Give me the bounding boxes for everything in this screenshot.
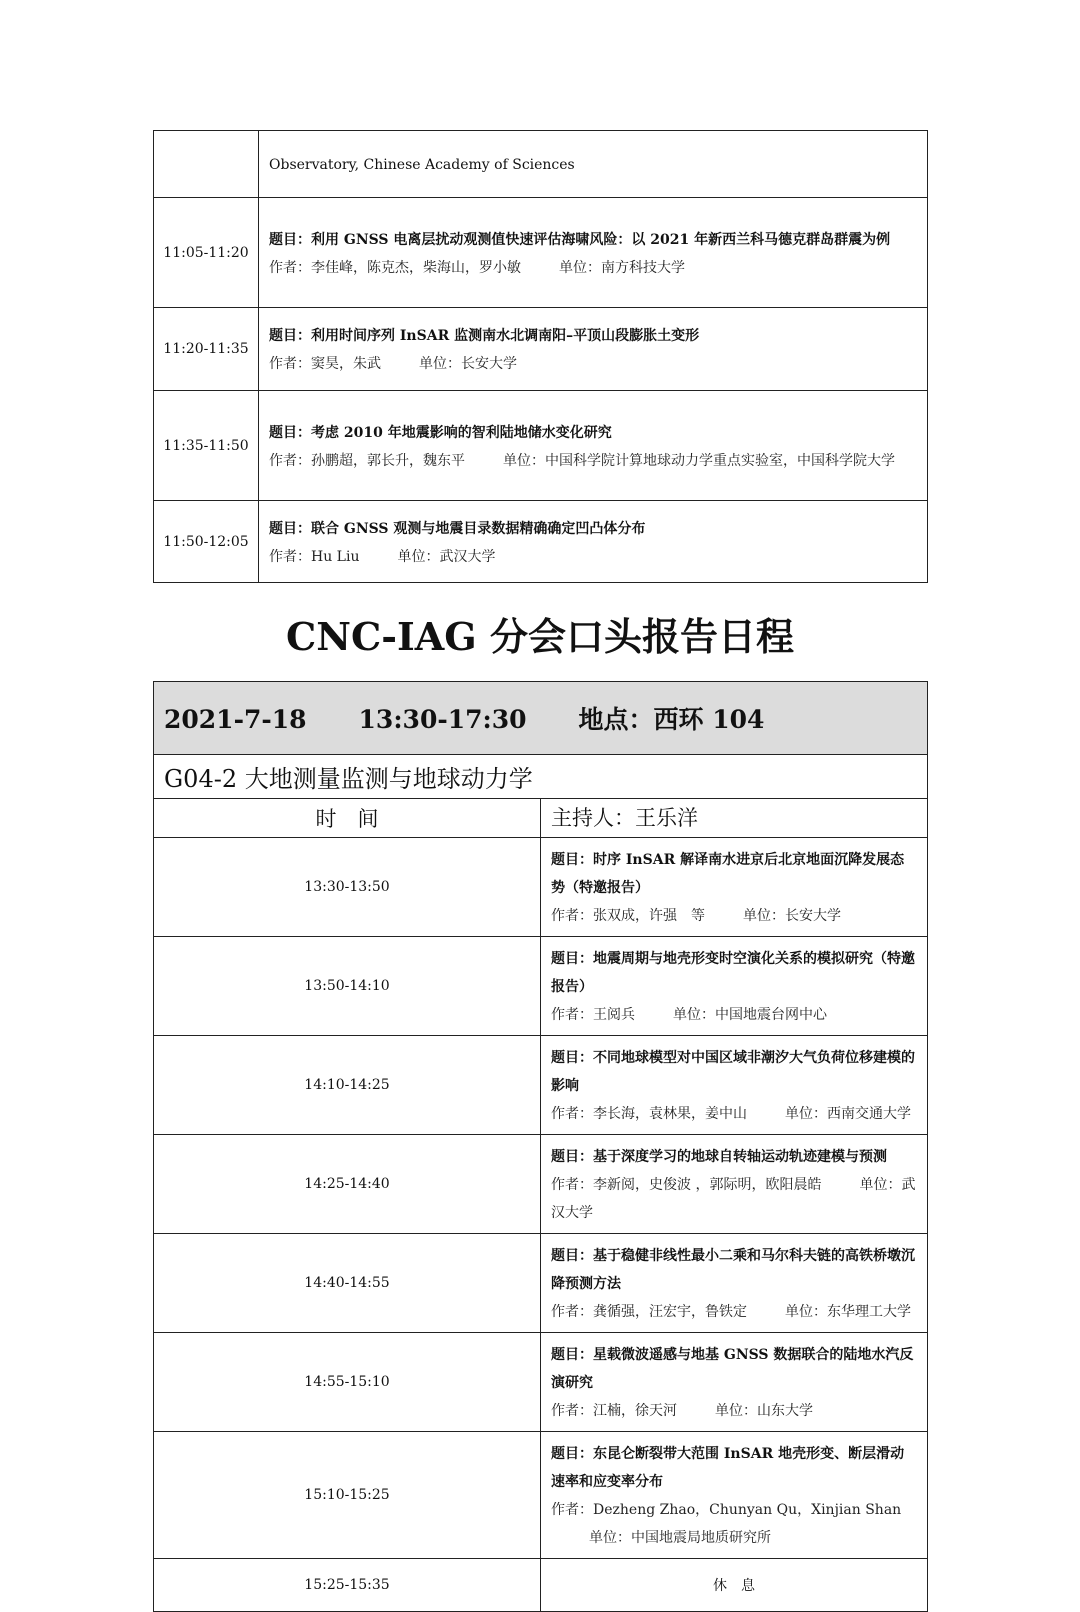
time-cell: 11:50-12:05 <box>154 501 259 583</box>
session-location: 地点：西环 104 <box>578 705 765 734</box>
time-cell: 11:20-11:35 <box>154 308 259 391</box>
talk-meta <box>551 1298 917 1326</box>
unit: 东华理工大学 <box>827 1304 911 1320</box>
talk-title: 题目：基于稳健非线性最小二乘和马尔科夫链的高铁桥墩沉降预测方法 <box>551 1248 915 1292</box>
session-date: 2021-7-18 <box>164 705 307 734</box>
authors-label: 作者： <box>551 1177 593 1193</box>
talk-meta <box>551 1001 917 1029</box>
talk-meta <box>551 1100 917 1128</box>
table-row <box>154 1333 928 1432</box>
talk-cell <box>259 391 928 501</box>
unit-label: 单位： <box>715 1403 757 1419</box>
authors-label: 作者： <box>269 452 311 469</box>
table-row <box>154 937 928 1036</box>
table-row <box>154 1234 928 1333</box>
talk-meta <box>551 902 917 930</box>
talk-cell <box>541 1432 928 1559</box>
schedule-table-continued <box>153 130 928 583</box>
unit: 山东大学 <box>757 1403 813 1419</box>
session-info <box>154 682 928 755</box>
table-row <box>154 391 928 501</box>
authors-label: 作者： <box>551 1106 593 1122</box>
time-cell: 14:10-14:25 <box>154 1036 541 1135</box>
talk-cell <box>541 1234 928 1333</box>
break-row <box>154 1559 928 1612</box>
authors: 李长海，袁林果，姜中山 <box>593 1106 747 1122</box>
talk-title: 题目：地震周期与地壳形变时空演化关系的模拟研究（特邀报告） <box>551 951 915 995</box>
talk-meta <box>551 1496 917 1552</box>
unit-label: 单位： <box>743 908 785 924</box>
authors-label: 作者： <box>269 548 311 565</box>
talk-cell <box>541 1036 928 1135</box>
authors-label: 作者： <box>269 259 311 276</box>
table-row <box>154 1036 928 1135</box>
talk-meta <box>551 1171 917 1227</box>
time-cell: 14:55-15:10 <box>154 1333 541 1432</box>
talk-cell <box>541 1333 928 1432</box>
talk-meta <box>269 350 917 378</box>
unit-label: 单位： <box>397 548 440 565</box>
authors-label: 作者： <box>551 1304 593 1320</box>
table-row <box>154 131 928 198</box>
authors: 李佳峰，陈克杰，柴海山，罗小敏 <box>311 259 521 276</box>
authors: 孙鹏超，郭长升，魏东平 <box>311 452 465 469</box>
authors-label: 作者： <box>551 908 593 924</box>
talk-title: 题目：利用 GNSS 电离层扰动观测值快速评估海啸风险：以 2021 年新西兰科马德克群岛群震为例 <box>269 231 891 248</box>
time-cell: 11:35-11:50 <box>154 391 259 501</box>
unit-label: 单位： <box>785 1304 827 1320</box>
talk-title: 题目：基于深度学习的地球自转轴运动轨迹建模与预测 <box>551 1149 887 1165</box>
unit: 南方科技大学 <box>601 259 685 276</box>
authors: 江楠，徐天河 <box>593 1403 677 1419</box>
unit-label: 单位： <box>503 452 545 469</box>
talk-title: 题目：利用时间序列 InSAR 监测南水北调南阳–平顶山段膨胀土变形 <box>269 328 700 344</box>
table-row <box>154 198 928 308</box>
unit-label: 单位： <box>559 259 601 276</box>
time-cell: 14:25-14:40 <box>154 1135 541 1234</box>
unit-label: 单位： <box>859 1177 902 1193</box>
authors: Dezheng Zhao，Chunyan Qu，Xinjian Shan <box>593 1502 902 1518</box>
talk-cell <box>541 838 928 937</box>
unit: 武汉大学 <box>439 548 496 565</box>
authors: 王阅兵 <box>593 1007 635 1023</box>
authors-label: 作者： <box>551 1502 593 1518</box>
host-label: 主持人：王乐洋 <box>541 799 928 838</box>
time-cell: 15:10-15:25 <box>154 1432 541 1559</box>
time-cell: 14:40-14:55 <box>154 1234 541 1333</box>
table-row <box>154 501 928 583</box>
authors: 龚循强，汪宏宇，鲁铁定 <box>593 1304 747 1320</box>
session-header-row <box>154 682 928 755</box>
authors-label: 作者： <box>551 1007 593 1023</box>
time-cell: 11:05-11:20 <box>154 198 259 308</box>
talk-title: 题目：时序 InSAR 解译南水进京后北京地面沉降发展态势（特邀报告） <box>551 852 905 896</box>
time-cell: 15:25-15:35 <box>154 1559 541 1612</box>
talk-meta <box>551 1397 917 1425</box>
time-cell: 13:50-14:10 <box>154 937 541 1036</box>
session-schedule-table <box>153 681 928 1612</box>
authors-label: 作者： <box>269 356 311 372</box>
talk-cell <box>541 937 928 1036</box>
talk-title: 题目：星载微波遥感与地基 GNSS 数据联合的陆地水汽反演研究 <box>551 1347 914 1391</box>
table-row <box>154 308 928 391</box>
table-row <box>154 838 928 937</box>
session-time: 13:30-17:30 <box>358 705 527 734</box>
unit: 武汉大学 <box>551 1177 916 1221</box>
unit-label: 单位： <box>673 1007 715 1023</box>
authors: 张双成，许强 等 <box>593 908 705 924</box>
authors-label: 作者： <box>551 1403 593 1419</box>
talk-title: 题目：考虑 2010 年地震影响的智利陆地储水变化研究 <box>269 424 612 441</box>
talk-cell <box>541 1135 928 1234</box>
talk-cell <box>259 198 928 308</box>
page-heading: CNC-IAG 分会口头报告日程 <box>286 614 794 659</box>
time-cell <box>154 131 259 198</box>
unit: 西南交通大学 <box>827 1106 911 1122</box>
unit: 中国科学院计算地球动力学重点实验室，中国科学院大学 <box>545 452 895 469</box>
unit-label: 单位： <box>419 356 461 372</box>
unit: 长安大学 <box>461 356 517 372</box>
unit: 中国地震台网中心 <box>715 1007 827 1023</box>
group-title: G04-2 大地测量监测与地球动力学 <box>154 755 928 799</box>
talk-cell <box>259 501 928 583</box>
break-label: 休 息 <box>541 1559 928 1612</box>
column-header-row <box>154 799 928 838</box>
talk-title: 题目：联合 GNSS 观测与地震目录数据精确确定凹凸体分布 <box>269 520 646 537</box>
unit: 中国地震局地质研究所 <box>631 1530 771 1546</box>
authors: 窦昊，朱武 <box>311 356 381 372</box>
talk-meta <box>269 447 917 475</box>
affiliation-continuation: Observatory, Chinese Academy of Sciences <box>259 131 928 198</box>
talk-meta <box>269 254 917 282</box>
unit: 长安大学 <box>785 908 841 924</box>
unit-label: 单位： <box>785 1106 827 1122</box>
talk-title: 题目：东昆仑断裂带大范围 InSAR 地壳形变、断层滑动速率和应变率分布 <box>551 1446 905 1490</box>
talk-meta <box>269 543 917 571</box>
group-row <box>154 755 928 799</box>
talk-cell <box>259 308 928 391</box>
authors: 李新阅，史俊波 ，郭际明，欧阳晨皓 <box>593 1177 822 1193</box>
table-row <box>154 1432 928 1559</box>
time-cell: 13:30-13:50 <box>154 838 541 937</box>
table-row <box>154 1135 928 1234</box>
talk-title: 题目：不同地球模型对中国区域非潮汐大气负荷位移建模的影响 <box>551 1050 915 1094</box>
authors: Hu Liu <box>311 548 360 565</box>
time-column-header: 时 间 <box>154 799 541 838</box>
unit-label: 单位： <box>589 1530 631 1546</box>
